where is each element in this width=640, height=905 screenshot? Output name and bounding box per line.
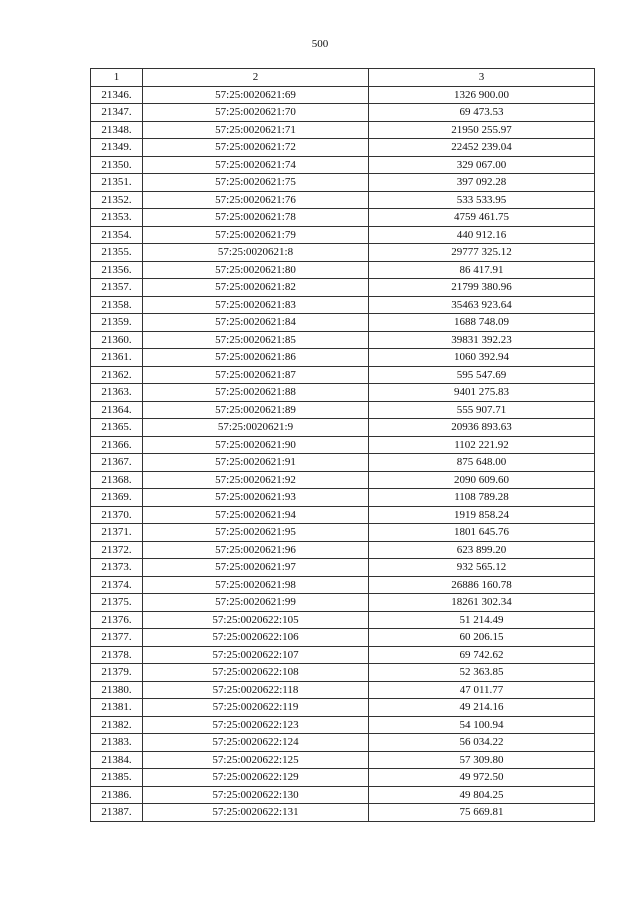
value-cell: 875 648.00 bbox=[369, 454, 595, 472]
row-number-cell: 21364. bbox=[91, 401, 143, 419]
row-number-cell: 21368. bbox=[91, 471, 143, 489]
row-number-cell: 21358. bbox=[91, 296, 143, 314]
table-row bbox=[91, 524, 595, 542]
value-cell: 60 206.15 bbox=[369, 629, 595, 647]
cadastral-number-cell: 57:25:0020622:130 bbox=[143, 786, 369, 804]
value-cell: 51 214.49 bbox=[369, 611, 595, 629]
table-row bbox=[91, 699, 595, 717]
table-row bbox=[91, 786, 595, 804]
cadastral-number-cell: 57:25:0020621:75 bbox=[143, 174, 369, 192]
value-cell: 21799 380.96 bbox=[369, 279, 595, 297]
page-number: 500 bbox=[311, 38, 329, 50]
value-cell: 35463 923.64 bbox=[369, 296, 595, 314]
column-header-2: 2 bbox=[143, 69, 369, 87]
cadastral-number-cell: 57:25:0020621:99 bbox=[143, 594, 369, 612]
cadastral-number-cell: 57:25:0020621:97 bbox=[143, 559, 369, 577]
cadastral-number-cell: 57:25:0020621:86 bbox=[143, 349, 369, 367]
table-row bbox=[91, 436, 595, 454]
column-header-1: 1 bbox=[91, 69, 143, 87]
row-number-cell: 21373. bbox=[91, 559, 143, 577]
value-cell: 623 899.20 bbox=[369, 541, 595, 559]
value-cell: 18261 302.34 bbox=[369, 594, 595, 612]
row-number-cell: 21354. bbox=[91, 226, 143, 244]
row-number-cell: 21355. bbox=[91, 244, 143, 262]
row-number-cell: 21360. bbox=[91, 331, 143, 349]
row-number-cell: 21351. bbox=[91, 174, 143, 192]
table-row bbox=[91, 751, 595, 769]
value-cell: 20936 893.63 bbox=[369, 419, 595, 437]
table-row bbox=[91, 366, 595, 384]
cadastral-number-cell: 57:25:0020622:125 bbox=[143, 751, 369, 769]
row-number-cell: 21346. bbox=[91, 86, 143, 104]
table-row bbox=[91, 646, 595, 664]
row-number-cell: 21366. bbox=[91, 436, 143, 454]
row-number-cell: 21363. bbox=[91, 384, 143, 402]
cadastral-number-cell: 57:25:0020622:107 bbox=[143, 646, 369, 664]
table-row bbox=[91, 419, 595, 437]
table-row bbox=[91, 331, 595, 349]
row-number-cell: 21371. bbox=[91, 524, 143, 542]
table-row bbox=[91, 681, 595, 699]
row-number-cell: 21367. bbox=[91, 454, 143, 472]
value-cell: 9401 275.83 bbox=[369, 384, 595, 402]
row-number-cell: 21348. bbox=[91, 121, 143, 139]
row-number-cell: 21376. bbox=[91, 611, 143, 629]
cadastral-number-cell: 57:25:0020621:94 bbox=[143, 506, 369, 524]
row-number-cell: 21377. bbox=[91, 629, 143, 647]
table-row bbox=[91, 314, 595, 332]
table-row bbox=[91, 296, 595, 314]
cadastral-number-cell: 57:25:0020621:82 bbox=[143, 279, 369, 297]
value-cell: 49 804.25 bbox=[369, 786, 595, 804]
value-cell: 1919 858.24 bbox=[369, 506, 595, 524]
row-number-cell: 21347. bbox=[91, 104, 143, 122]
value-cell: 52 363.85 bbox=[369, 664, 595, 682]
table-body bbox=[91, 86, 595, 821]
cadastral-number-cell: 57:25:0020621:87 bbox=[143, 366, 369, 384]
value-cell: 1801 645.76 bbox=[369, 524, 595, 542]
cadastral-number-cell: 57:25:0020621:9 bbox=[143, 419, 369, 437]
table-row bbox=[91, 769, 595, 787]
cadastral-number-cell: 57:25:0020621:85 bbox=[143, 331, 369, 349]
table-row bbox=[91, 279, 595, 297]
row-number-cell: 21378. bbox=[91, 646, 143, 664]
value-cell: 440 912.16 bbox=[369, 226, 595, 244]
cadastral-number-cell: 57:25:0020622:118 bbox=[143, 681, 369, 699]
cadastral-number-cell: 57:25:0020621:89 bbox=[143, 401, 369, 419]
table-row bbox=[91, 401, 595, 419]
cadastral-number-cell: 57:25:0020621:92 bbox=[143, 471, 369, 489]
cadastral-number-cell: 57:25:0020621:79 bbox=[143, 226, 369, 244]
cadastral-number-cell: 57:25:0020622:119 bbox=[143, 699, 369, 717]
value-cell: 595 547.69 bbox=[369, 366, 595, 384]
cadastral-number-cell: 57:25:0020622:123 bbox=[143, 716, 369, 734]
cadastral-number-cell: 57:25:0020622:129 bbox=[143, 769, 369, 787]
table-row bbox=[91, 349, 595, 367]
value-cell: 69 742.62 bbox=[369, 646, 595, 664]
table-row bbox=[91, 191, 595, 209]
table-row bbox=[91, 594, 595, 612]
table-row bbox=[91, 121, 595, 139]
value-cell: 1108 789.28 bbox=[369, 489, 595, 507]
cadastral-number-cell: 57:25:0020622:105 bbox=[143, 611, 369, 629]
value-cell: 54 100.94 bbox=[369, 716, 595, 734]
table-row bbox=[91, 611, 595, 629]
table-row bbox=[91, 541, 595, 559]
row-number-cell: 21369. bbox=[91, 489, 143, 507]
value-cell: 932 565.12 bbox=[369, 559, 595, 577]
row-number-cell: 21353. bbox=[91, 209, 143, 227]
value-cell: 86 417.91 bbox=[369, 261, 595, 279]
row-number-cell: 21374. bbox=[91, 576, 143, 594]
table-row bbox=[91, 156, 595, 174]
cadastral-number-cell: 57:25:0020621:72 bbox=[143, 139, 369, 157]
value-cell: 533 533.95 bbox=[369, 191, 595, 209]
table-row bbox=[91, 139, 595, 157]
cadastral-number-cell: 57:25:0020621:71 bbox=[143, 121, 369, 139]
cadastral-number-cell: 57:25:0020621:78 bbox=[143, 209, 369, 227]
value-cell: 56 034.22 bbox=[369, 734, 595, 752]
table-header bbox=[91, 69, 595, 87]
row-number-cell: 21350. bbox=[91, 156, 143, 174]
row-number-cell: 21381. bbox=[91, 699, 143, 717]
row-number-cell: 21380. bbox=[91, 681, 143, 699]
table-row bbox=[91, 506, 595, 524]
cadastral-number-cell: 57:25:0020621:76 bbox=[143, 191, 369, 209]
cadastral-number-cell: 57:25:0020622:124 bbox=[143, 734, 369, 752]
table-row bbox=[91, 261, 595, 279]
row-number-cell: 21361. bbox=[91, 349, 143, 367]
cadastral-number-cell: 57:25:0020621:80 bbox=[143, 261, 369, 279]
value-cell: 49 972.50 bbox=[369, 769, 595, 787]
table-row bbox=[91, 489, 595, 507]
table-row bbox=[91, 576, 595, 594]
table-row bbox=[91, 664, 595, 682]
cadastral-number-cell: 57:25:0020621:70 bbox=[143, 104, 369, 122]
value-cell: 57 309.80 bbox=[369, 751, 595, 769]
value-cell: 69 473.53 bbox=[369, 104, 595, 122]
cadastral-number-cell: 57:25:0020621:90 bbox=[143, 436, 369, 454]
cadastral-number-cell: 57:25:0020622:131 bbox=[143, 804, 369, 822]
value-cell: 1326 900.00 bbox=[369, 86, 595, 104]
value-cell: 39831 392.23 bbox=[369, 331, 595, 349]
table-row bbox=[91, 716, 595, 734]
table-row bbox=[91, 559, 595, 577]
cadastral-number-cell: 57:25:0020621:69 bbox=[143, 86, 369, 104]
row-number-cell: 21379. bbox=[91, 664, 143, 682]
cadastral-number-cell: 57:25:0020621:8 bbox=[143, 244, 369, 262]
value-cell: 1060 392.94 bbox=[369, 349, 595, 367]
row-number-cell: 21386. bbox=[91, 786, 143, 804]
row-number-cell: 21357. bbox=[91, 279, 143, 297]
cadastral-number-cell: 57:25:0020621:84 bbox=[143, 314, 369, 332]
row-number-cell: 21352. bbox=[91, 191, 143, 209]
cadastral-number-cell: 57:25:0020621:91 bbox=[143, 454, 369, 472]
header-row bbox=[91, 69, 595, 87]
cadastral-number-cell: 57:25:0020621:83 bbox=[143, 296, 369, 314]
table-row bbox=[91, 734, 595, 752]
value-cell: 2090 609.60 bbox=[369, 471, 595, 489]
cadastral-number-cell: 57:25:0020621:88 bbox=[143, 384, 369, 402]
value-cell: 1102 221.92 bbox=[369, 436, 595, 454]
table-row bbox=[91, 104, 595, 122]
row-number-cell: 21387. bbox=[91, 804, 143, 822]
table-row bbox=[91, 174, 595, 192]
cadastral-number-cell: 57:25:0020621:95 bbox=[143, 524, 369, 542]
table-row bbox=[91, 384, 595, 402]
value-cell: 1688 748.09 bbox=[369, 314, 595, 332]
value-cell: 555 907.71 bbox=[369, 401, 595, 419]
table-row bbox=[91, 804, 595, 822]
value-cell: 47 011.77 bbox=[369, 681, 595, 699]
cadastral-number-cell: 57:25:0020621:93 bbox=[143, 489, 369, 507]
table-row bbox=[91, 629, 595, 647]
row-number-cell: 21372. bbox=[91, 541, 143, 559]
registry-table bbox=[90, 68, 595, 822]
cadastral-number-cell: 57:25:0020621:98 bbox=[143, 576, 369, 594]
table-row bbox=[91, 209, 595, 227]
table-row bbox=[91, 226, 595, 244]
row-number-cell: 21356. bbox=[91, 261, 143, 279]
row-number-cell: 21375. bbox=[91, 594, 143, 612]
value-cell: 26886 160.78 bbox=[369, 576, 595, 594]
table-row bbox=[91, 86, 595, 104]
cadastral-number-cell: 57:25:0020621:96 bbox=[143, 541, 369, 559]
cadastral-number-cell: 57:25:0020622:108 bbox=[143, 664, 369, 682]
row-number-cell: 21349. bbox=[91, 139, 143, 157]
row-number-cell: 21359. bbox=[91, 314, 143, 332]
table-row bbox=[91, 454, 595, 472]
row-number-cell: 21384. bbox=[91, 751, 143, 769]
row-number-cell: 21362. bbox=[91, 366, 143, 384]
value-cell: 29777 325.12 bbox=[369, 244, 595, 262]
cadastral-number-cell: 57:25:0020621:74 bbox=[143, 156, 369, 174]
table-row bbox=[91, 471, 595, 489]
row-number-cell: 21370. bbox=[91, 506, 143, 524]
cadastral-number-cell: 57:25:0020622:106 bbox=[143, 629, 369, 647]
table-row bbox=[91, 244, 595, 262]
row-number-cell: 21385. bbox=[91, 769, 143, 787]
value-cell: 397 092.28 bbox=[369, 174, 595, 192]
value-cell: 21950 255.97 bbox=[369, 121, 595, 139]
value-cell: 49 214.16 bbox=[369, 699, 595, 717]
row-number-cell: 21383. bbox=[91, 734, 143, 752]
value-cell: 75 669.81 bbox=[369, 804, 595, 822]
row-number-cell: 21365. bbox=[91, 419, 143, 437]
column-header-3: 3 bbox=[369, 69, 595, 87]
value-cell: 22452 239.04 bbox=[369, 139, 595, 157]
value-cell: 4759 461.75 bbox=[369, 209, 595, 227]
value-cell: 329 067.00 bbox=[369, 156, 595, 174]
row-number-cell: 21382. bbox=[91, 716, 143, 734]
